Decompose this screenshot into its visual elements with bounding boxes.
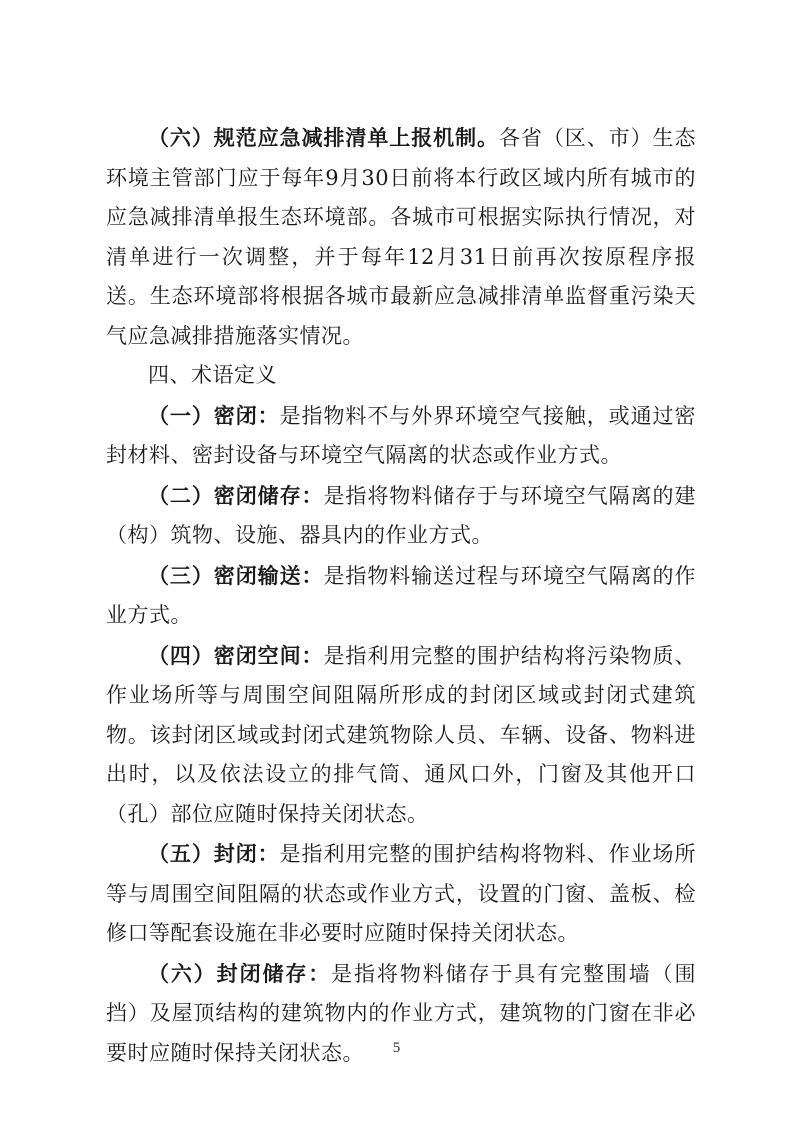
paragraph-term-sealed-space	[106, 636, 696, 835]
section-heading-terms	[106, 356, 696, 396]
paragraph-heading: （一）密闭：	[148, 402, 280, 428]
paragraph-heading: （二）密闭储存：	[148, 482, 324, 508]
paragraph-term-sealed-transport	[106, 556, 696, 636]
paragraph-text: 是指物料输送过程与环境空气隔离的作业方式。	[106, 563, 696, 627]
paragraph-text: 是指将物料储存于与环境空气隔离的建（构）筑物、设施、器具内的作业方式。	[106, 483, 696, 547]
paragraph-emission-list-mechanism	[106, 118, 696, 356]
paragraph-term-enclosed	[106, 834, 696, 954]
paragraph-heading: （四）密闭空间：	[148, 642, 324, 668]
paragraph-term-sealed-storage	[106, 476, 696, 556]
paragraph-heading: （六）规范应急减排清单上报机制。	[148, 125, 499, 150]
section-title: 四、术语定义	[148, 363, 277, 387]
paragraph-text: 是指利用完整的围护结构将物料、作业场所等与周围空间阻隔的状态或作业方式，设置的门窗、盖板、检修口等配套设施在非必要时应随时保持关闭状态。	[106, 842, 696, 945]
paragraph-text: 是指物料不与外界环境空气接触，或通过密封材料、密封设备与环境空气隔离的状态或作业方式。	[106, 403, 696, 467]
document-body	[106, 118, 696, 1073]
paragraph-text: 各省（区、市）生态环境主管部门应于每年9月30日前将本行政区域内所有城市的应急减排清单报生态环境部。各城市可根据实际执行情况，对清单进行一次调整，并于每年12月31日前再次按原程序报送。生态环境部将根据各城市最新应急减排清单监督重污染天气应急减排措施落实情况。	[106, 126, 696, 348]
paragraph-text: 是指将物料储存于具有完整围墙（围挡）及屋顶结构的建筑物内的作业方式，建筑物的门窗在非必要时应随时保持关闭状态。	[106, 961, 697, 1065]
paragraph-heading: （六）封闭储存：	[148, 960, 332, 986]
paragraph-heading: （三）密闭输送：	[148, 562, 324, 588]
paragraph-text: 是指利用完整的围护结构将污染物质、作业场所等与周围空间阻隔所形成的封闭区域或封闭式建筑物。该封闭区域或封闭式建筑物除人员、车辆、设备、物料进出时，以及依法设立的排气筒、通风口外，门窗及其他开口（孔）部位应随时保持关闭状态。	[106, 643, 696, 826]
page-number: 5	[392, 1040, 401, 1056]
paragraph-term-sealed	[106, 396, 696, 476]
paragraph-heading: （五）封闭：	[148, 841, 280, 866]
